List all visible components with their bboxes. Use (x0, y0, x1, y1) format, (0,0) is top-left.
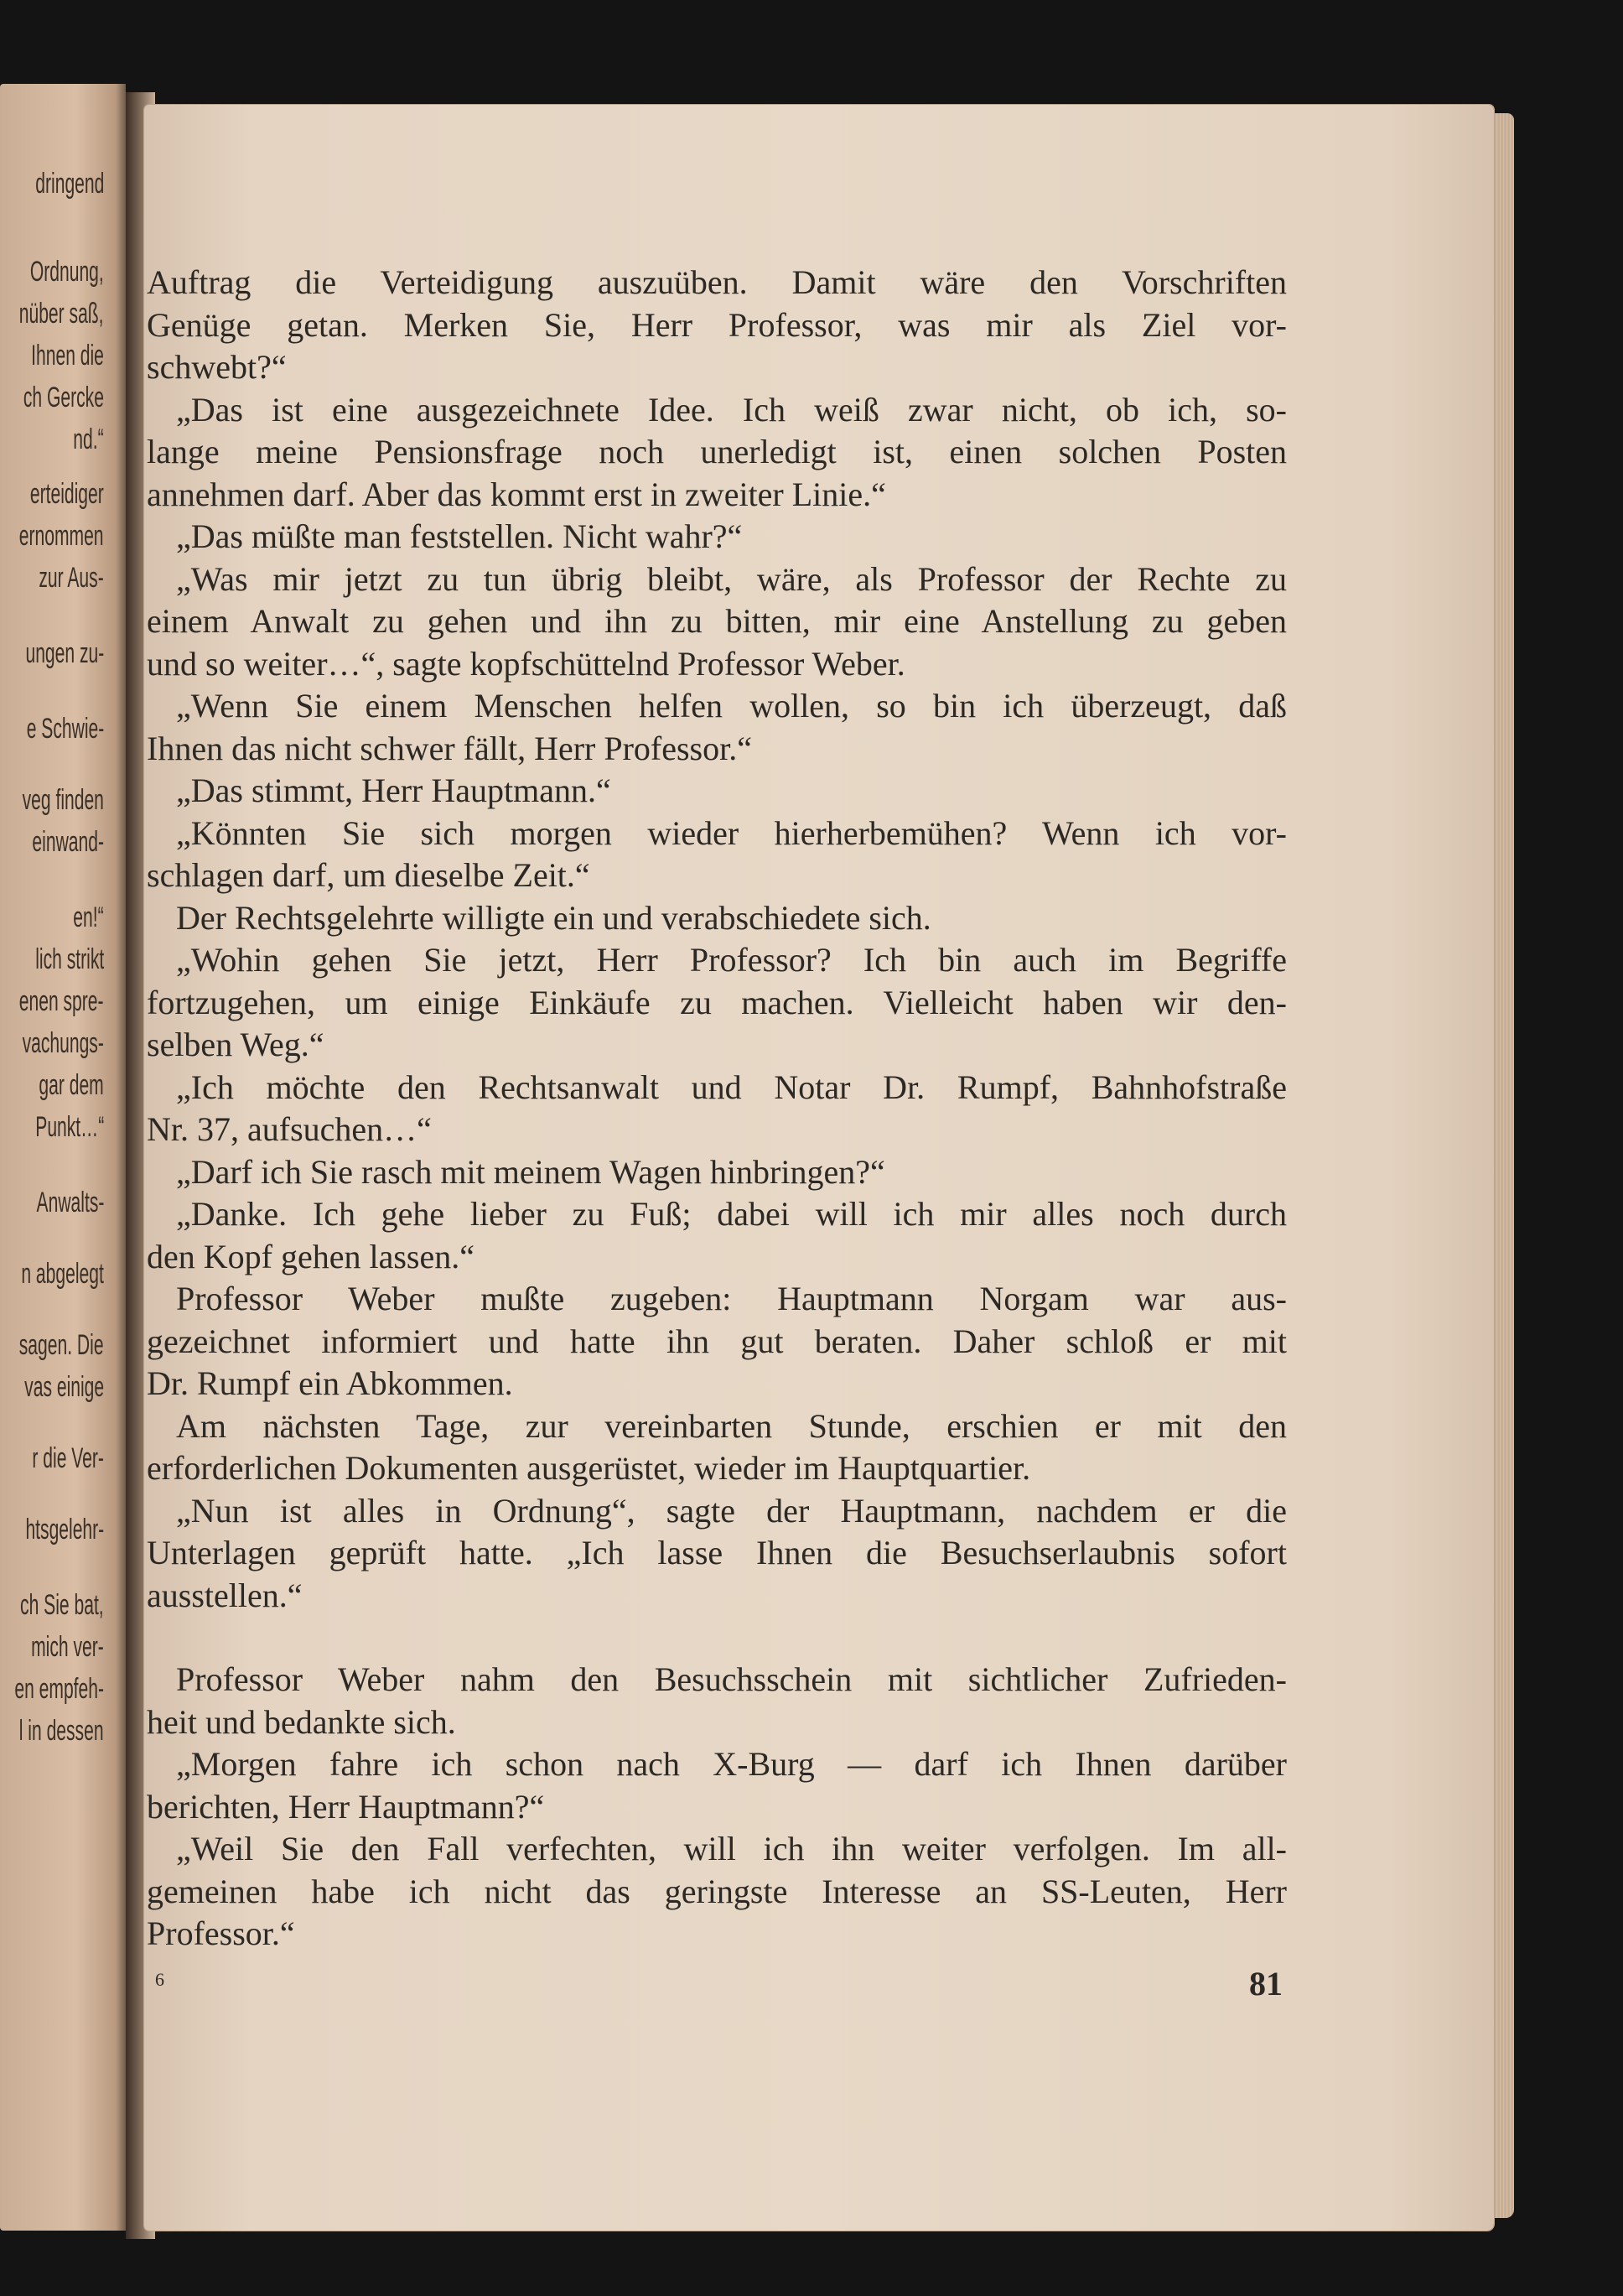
text-line: schwebt?“ (147, 348, 287, 386)
previous-page-fragment: n abgelegt (21, 1258, 104, 1290)
text-line: „Morgen fahre ich schon nach X-Burg — darf ich Ihnen darüber (176, 1745, 1287, 1783)
previous-page (0, 84, 126, 2231)
text-line: „Das müßte man feststellen. Nicht wahr?“ (176, 517, 743, 555)
text-line: Der Rechtsgelehrte willigte ein und verabschiedete sich. (176, 898, 931, 937)
text-line: annehmen darf. Aber das kommt erst in zweiter Linie.“ (147, 475, 886, 513)
previous-page-fragment: erteidiger (30, 478, 104, 510)
previous-page-text (0, 84, 126, 2231)
text-line: Dr. Rumpf ein Abkommen. (147, 1364, 513, 1402)
text-line: Auftrag die Verteidigung auszuüben. Damit wäre den Vorschriften (147, 263, 1287, 301)
previous-page-fragment: en empfeh- (14, 1673, 104, 1705)
text-line: „Wenn Sie einem Menschen helfen wollen, so bin ich überzeugt, daß (176, 687, 1287, 725)
previous-page-fragment: ernommen (19, 520, 104, 552)
previous-page-fragment: nüber saß, (19, 298, 104, 330)
text-line: Genüge getan. Merken Sie, Herr Professor, was mir als Ziel vor- (147, 305, 1287, 344)
page-body-text (147, 262, 1287, 1956)
text-line: gemeinen habe ich nicht das geringste Interesse an SS-Leuten, Herr (147, 1872, 1287, 1910)
previous-page-fragment: zur Aus- (39, 562, 104, 594)
text-line: heit und bedankte sich. (147, 1702, 456, 1741)
text-line: einem Anwalt zu gehen und ihn zu bitten, mir eine Anstellung zu geben (147, 602, 1287, 640)
text-line: „Danke. Ich gehe lieber zu Fuß; dabei will ich mir alles noch durch (176, 1195, 1287, 1233)
previous-page-fragment: einwand- (32, 826, 104, 858)
previous-page-fragment: Ordnung, (30, 256, 104, 288)
signature-mark: 6 (155, 1969, 164, 1990)
text-line: „Das ist eine ausgezeichnete Idee. Ich weiß zwar nicht, ob ich, so- (176, 390, 1287, 429)
text-line: berichten, Herr Hauptmann?“ (147, 1787, 545, 1826)
text-line: Nr. 37, aufsuchen…“ (147, 1110, 432, 1148)
previous-page-fragment: vachungs- (22, 1027, 104, 1059)
text-line: gezeichnet informiert und hatte ihn gut beraten. Daher schloß er mit (147, 1322, 1287, 1360)
text-line: Am nächsten Tage, zur vereinbarten Stunde, erschien er mit den (176, 1406, 1287, 1445)
text-line: Ihnen das nicht schwer fällt, Herr Professor.“ (147, 729, 752, 767)
text-line: schlagen darf, um dieselbe Zeit.“ (147, 856, 590, 894)
previous-page-fragment: ch Sie bat, (20, 1589, 104, 1621)
text-line: Professor.“ (147, 1914, 295, 1952)
previous-page-fragment: ch Gercke (23, 382, 104, 413)
text-line: Unterlagen geprüft hatte. „Ich lasse Ihnen die Besuchserlaubnis sofort (147, 1534, 1287, 1571)
previous-page-fragment: r die Ver- (32, 1442, 104, 1474)
previous-page-fragment: htsgelehr- (25, 1514, 104, 1545)
text-line: und so weiter…“, sagte kopfschüttelnd Professor Weber. (147, 644, 905, 683)
previous-page-fragment: enen spre- (19, 985, 104, 1017)
text-line: lange meine Pensionsfrage noch unerledigt ist, einen solchen Posten (147, 433, 1287, 470)
text-line: ausstellen.“ (147, 1576, 303, 1614)
text-line: „Das stimmt, Herr Hauptmann.“ (176, 771, 611, 809)
text-line: „Wohin gehen Sie jetzt, Herr Professor? Ich bin auch im Begriffe (176, 941, 1287, 979)
page-number: 81 (1249, 1965, 1283, 2003)
previous-page-fragment: Anwalts- (36, 1187, 104, 1218)
previous-page-fragment: vas einige (24, 1371, 104, 1403)
previous-page-fragment: gar dem (39, 1069, 104, 1101)
previous-page-fragment: dringend (34, 168, 104, 200)
previous-page-fragment: e Schwie- (26, 713, 104, 745)
text-line: „Darf ich Sie rasch mit meinem Wagen hinbringen?“ (176, 1152, 885, 1191)
text-line: „Weil Sie den Fall verfechten, will ich ihn weiter verfolgen. Im all- (176, 1830, 1287, 1867)
previous-page-fragment: nd.“ (73, 423, 104, 455)
previous-page-fragment: Punkt…“ (34, 1111, 104, 1143)
text-line: „Könnten Sie sich morgen wieder hierherbemühen? Wenn ich vor- (176, 813, 1287, 852)
previous-page-fragment: veg finden (22, 784, 104, 816)
text-line: selben Weg.“ (147, 1026, 324, 1063)
text-line: „Was mir jetzt zu tun übrig bleibt, wäre, als Professor der Rechte zu (176, 559, 1287, 598)
previous-page-fragment: sagen. Die (19, 1329, 104, 1361)
previous-page-fragment: mich ver- (31, 1631, 104, 1663)
text-line: erforderlichen Dokumenten ausgerüstet, wieder im Hauptquartier. (147, 1449, 1031, 1487)
text-line: „Nun ist alles in Ordnung“, sagte der Hauptmann, nachdem er die (176, 1491, 1287, 1530)
text-line: Professor Weber mußte zugeben: Hauptmann Norgam war aus- (176, 1280, 1287, 1317)
paragraph-gap (147, 1617, 1287, 1659)
text-line: „Ich möchte den Rechtsanwalt und Notar Dr. Rumpf, Bahnhofstraße (176, 1067, 1287, 1106)
page-edges (1491, 113, 1514, 2218)
text-line: fortzugehen, um einige Einkäufe zu machen. Vielleicht haben wir den- (147, 983, 1287, 1021)
text-line: den Kopf gehen lassen.“ (147, 1237, 474, 1275)
previous-page-fragment: Ihnen die (31, 340, 104, 371)
text-line: Professor Weber nahm den Besuchsschein mit sichtlicher Zufrieden- (176, 1660, 1287, 1698)
previous-page-fragment: l in dessen (19, 1715, 104, 1747)
previous-page-fragment: en!“ (73, 901, 104, 933)
previous-page-fragment: ungen zu- (25, 637, 104, 669)
previous-page-fragment: lich strikt (35, 943, 104, 975)
